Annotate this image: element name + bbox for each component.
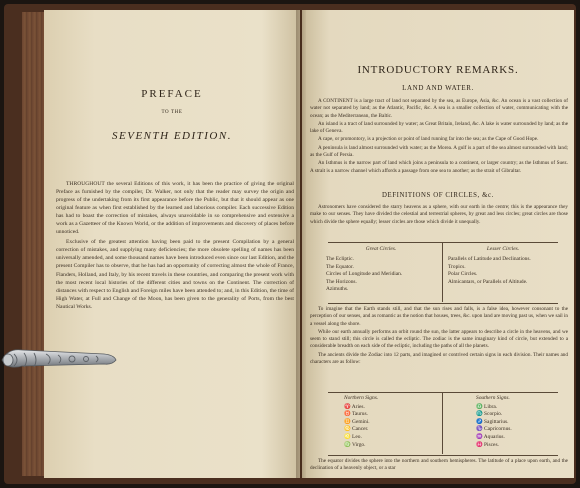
southern-sign: ♑ Capricornus. (476, 426, 512, 433)
land-paragraph-1: A CONTINENT is a large tract of land not separated by the sea, as Europe, Asia, &c. An ocean is a vast collection of water not separated by land; as the Atlantic, Pacific, &c. A sea is a smaller collection of water, communicating with the ocean; as the Mediterranean, the Baltic. (310, 98, 568, 119)
earth-paragraph-2: While our earth annually performs an orbit round the sun, the latter appears to describe a circle in the heavens, and we seem to stand still; this circle is called the ecliptic. The zodiac is the same imaginary kind of circle, but extended to a considerable breadth on each side of the ecliptic, including the paths of all the planets. (310, 328, 568, 350)
earth-paragraph-1: To imagine that the Earth stands still, and that the sun rises and falls, is a false idea, however consonant to the perception of our senses, and as romantic as the notion that houses, trees, &c. upon land are moving past us, when we sail in a vessel along the shore. (310, 306, 568, 327)
lesser-circle-item: Tropics. (448, 263, 466, 270)
circles-table-divider (442, 242, 443, 302)
great-circle-item: Circles of Longitude and Meridian. (326, 271, 403, 278)
great-circle-item: The Ecliptic. (326, 256, 354, 263)
southern-sign: ♐ Sagittarius. (476, 418, 509, 425)
left-page (44, 10, 300, 478)
preface-to-the: TO THE (161, 110, 183, 115)
bookmark-clip-icon (0, 340, 118, 374)
earth-body (310, 306, 568, 367)
great-circle-item: The Equator. (326, 263, 354, 270)
preface-body (56, 180, 294, 313)
circles-heading: DEFINITIONS OF CIRCLES, &c. (382, 192, 494, 199)
land-paragraph-4: A peninsula is land almost surrounded with water; as the Morea. A gulf is a part of the sea almost surrounded with land; as the Gulf of Persia. (310, 144, 568, 159)
page-edges (22, 12, 44, 476)
southern-sign: ♓ Pisces. (476, 441, 499, 448)
southern-signs-head: Southern Signs. (476, 395, 510, 401)
great-circle-item: Azimuths. (326, 286, 349, 293)
northern-sign: ♍ Virgo. (344, 441, 366, 448)
land-paragraph-5: An Isthmus is the narrow part of land which joins a peninsula to a continent, or larger country; as the Isthmus of Suez. A strait is a narrow channel which affords a passage from one sea to another; as the strait of Gibraltar. (310, 160, 568, 174)
lesser-circle-item: Polar Circles. (448, 271, 478, 278)
book-gutter (296, 10, 306, 478)
northern-sign: ♈ Aries. (344, 403, 365, 410)
land-water-body (310, 98, 568, 176)
northern-signs-column (326, 395, 454, 449)
great-circles-head: Great Circles. (365, 246, 397, 252)
land-water-heading: LAND AND WATER. (402, 84, 474, 92)
right-page (302, 10, 574, 478)
intro-title: INTRODUCTORY REMARKS. (357, 64, 519, 76)
southern-sign: ♎ Libra. (476, 403, 498, 410)
land-paragraph-2: An island is a tract of land surrounded by water; as Great Britain, Ireland, &c. A lake is water surrounded by land; as the lake of Geneva. (310, 120, 568, 135)
preface-title: PREFACE (141, 88, 203, 100)
lesser-circle-item: Almicantars, or Parallels of Altitude. (448, 278, 528, 285)
northern-sign: ♊ Gemini. (344, 418, 370, 425)
great-circle-item: The Horizons. (326, 278, 357, 285)
equator-body (310, 458, 568, 474)
northern-sign: ♉ Taurus. (344, 411, 368, 418)
southern-sign: ♏ Scorpio. (476, 411, 503, 418)
great-circles-column (326, 246, 436, 293)
equator-paragraph: The equator divides the sphere into the northern and southern hemispheres. The latitude of a place upon earth, and the declination of a heavenly object, or a star (310, 458, 568, 472)
lesser-circles-head: Lesser Circles. (486, 246, 520, 252)
preface-edition: SEVENTH EDITION. (112, 130, 232, 142)
preface-paragraph-2: Exclusive of the greatest attention having been paid to the present Compilation by a general correction of mistakes, and supplying many deficiencies; the more obsolete spelling of names has been universally amended, and some thousand names have been introduced even since our last Edition, and the present Compiler has to observe, that he has had an opportunity of correcting almost the whole of France, Flanders, Holland, and Italy, by his recent travels in these countries, and comparing the present work with the most recent local histories of the different cities and towns on the Continent. The correction of distances with respect to English and Foreign miles have been attended to; and, in this Edition, the time of High Water, at Full and Change of the Moon, has been given to the generality of Ports, from the best Nautical Works. (56, 239, 294, 310)
lesser-circles-column (448, 246, 558, 286)
lesser-circle-item: Parallels of Latitude and Declinations. (448, 256, 531, 263)
northern-signs-head: Northern Signs. (344, 395, 379, 401)
earth-paragraph-3: The ancients divide the Zodiac into 12 parts, and imagined or contrived certain signs in each division. Their names and characters are as follow: (310, 351, 568, 366)
southern-sign: ♒ Aquarius. (476, 433, 505, 440)
circles-paragraph: Astronomers have considered the starry heavens as a sphere, with our earth in the centre; this is the appearance they make to our senses. They have divided the celestial and terrestrial spheres, by great and less circles; great circles are those which divide the sphere equally; lesser circles are those which divide it unequally. (310, 204, 568, 225)
southern-signs-column (448, 395, 574, 449)
northern-sign: ♋ Cancer. (344, 426, 369, 433)
northern-sign: ♌ Leo. (344, 433, 362, 440)
preface-paragraph-1: THROUGHOUT the several Editions of this work, it has been the practice of giving the original Preface as furnished by the compiler, Dr. Walker, not only that the reader may survey the origin and progress of the undertaking from its first appearance before the Public, but that it should appear as one original feature as when first established by the learned and laborious compiler. Each successive Edition has had to boast the correction of mistakes, always unavoidable in so comprehensive and extensive a work as a Gazetteer of the Known World, or the addition of improvements and discovery of places before unnoticed. (56, 181, 294, 236)
circles-body (310, 204, 568, 227)
land-paragraph-3: A cape, or promontory, is a projection or point of land running far into the sea; as the Cape of Good Hope. (318, 136, 539, 143)
